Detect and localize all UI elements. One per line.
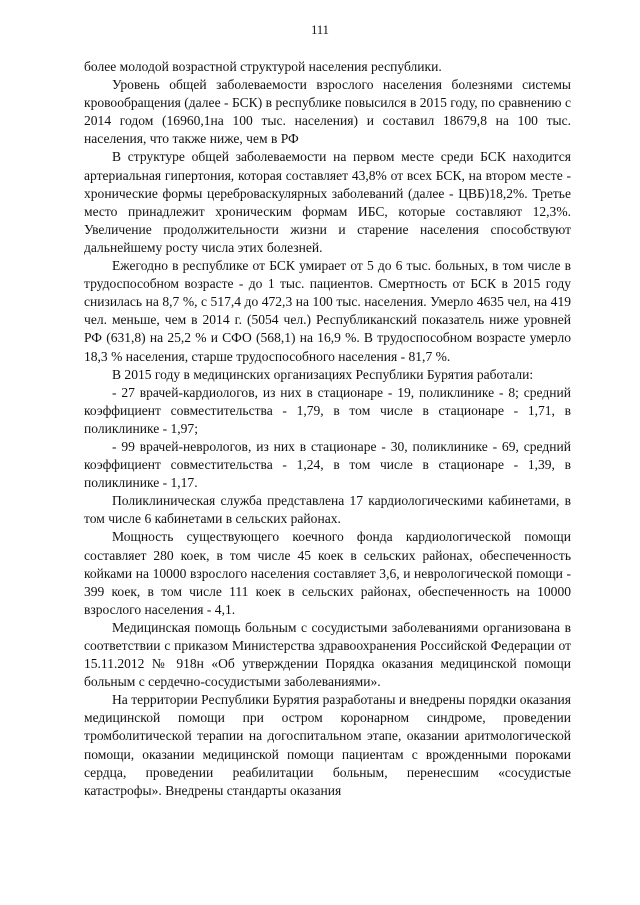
page-number: 111	[311, 23, 329, 37]
paragraph-mortality: Ежегодно в республике от БСК умирает от 5 до 6 тыс. больных, в том числе в трудоспособном возрасте - до 1 тыс. пациентов. Смертность от БСК в 2015 году снизилась на 8,7 %, с 517,4 до 472,3 на 100 тыс. населения. Умерло 4635 чел, на 419 чел. меньше, чем в 2014 г. (5054 чел.) Республиканский показатель ниже уровней РФ (631,8) на 25,2 % и СФО (568,1) на 16,9 %. В трудоспособном возрасте умерло 18,3 % населения, старше трудоспособного населения - 81,7 %.	[84, 258, 571, 364]
paragraph-morbidity-structure: В структуре общей заболеваемости на первом месте среди БСК находится артериальная гипертония, которая составляет 43,8% от всех БСК, на втором месте - хронические формы цереброваскулярных заболеваний (далее - ЦВБ)18,2%. Третье место принадлежит хроническим формам ИБС, которые составляют 12,3%. Увеличение продолжительности жизни и старение населения способствуют дальнейшему росту числа этих болезней.	[84, 149, 571, 255]
paragraph-continuation: более молодой возрастной структурой населения республики.	[84, 59, 442, 74]
paragraph-cardiologists: - 27 врачей-кардиологов, из них в стационаре - 19, поликлинике - 8; средний коэффициент совместительства - 1,79, в том числе в стационаре - 1,71, в поликлинике - 1,97;	[84, 384, 571, 436]
document-body	[84, 58, 571, 800]
paragraph-neurologists: - 99 врачей-неврологов, из них в стационаре - 30, поликлинике - 69, средний коэффициент совместительства - 1,24, в том числе в стационаре - 1,39, в поликлинике - 1,17.	[84, 438, 571, 491]
paragraph-outpatient-service: Поликлиническая служба представлена 17 кардиологическими кабинетами, в том числе 6 кабинетами в сельских районах.	[84, 493, 571, 527]
paragraph-bed-capacity: Мощность существующего коечного фонда кардиологической помощи составляет 280 коек, в том числе 45 коек в сельских районах, обеспеченность койками на 10000 взрослого населения составляет 3,6, и неврологической помощи - 399 коек, в том числе 111 коек в сельских районах, обеспеченность на 10000 взрослого населения - 4,1.	[84, 529, 571, 617]
paragraph-procedures: На территории Республики Бурятия разработаны и внедрены порядки оказания медицинской помощи при остром коронарном синдроме, проведении тромболитической терапии на догоспитальном этапе, оказании аритмологической помощи, оказании медицинской помощи пациентам с врожденными пороками сердца, проведении реабилитации больным, перенесшим «сосудистые катастрофы». Внедрены стандарты оказания	[84, 692, 571, 798]
paragraph-care-organization: Медицинская помощь больным с сосудистыми заболеваниями организована в соответствии с приказом Министерства здравоохранения Российской Федерации от 15.11.2012 № 918н «Об утверждении Порядка оказания медицинской помощи больным с сердечно-сосудистыми заболеваниями».	[84, 619, 571, 690]
paragraph-bsk-morbidity: Уровень общей заболеваемости взрослого населения болезнями системы кровообращения (далее - БСК) в республике повысился в 2015 году, по сравнению с 2014 годом (16960,1на 100 тыс. населения) и составил 18679,8 на 100 тыс. населения, что также ниже, чем в РФ	[84, 77, 571, 147]
paragraph-staff-intro: В 2015 году в медицинских организациях Республики Бурятия работали:	[112, 366, 534, 382]
